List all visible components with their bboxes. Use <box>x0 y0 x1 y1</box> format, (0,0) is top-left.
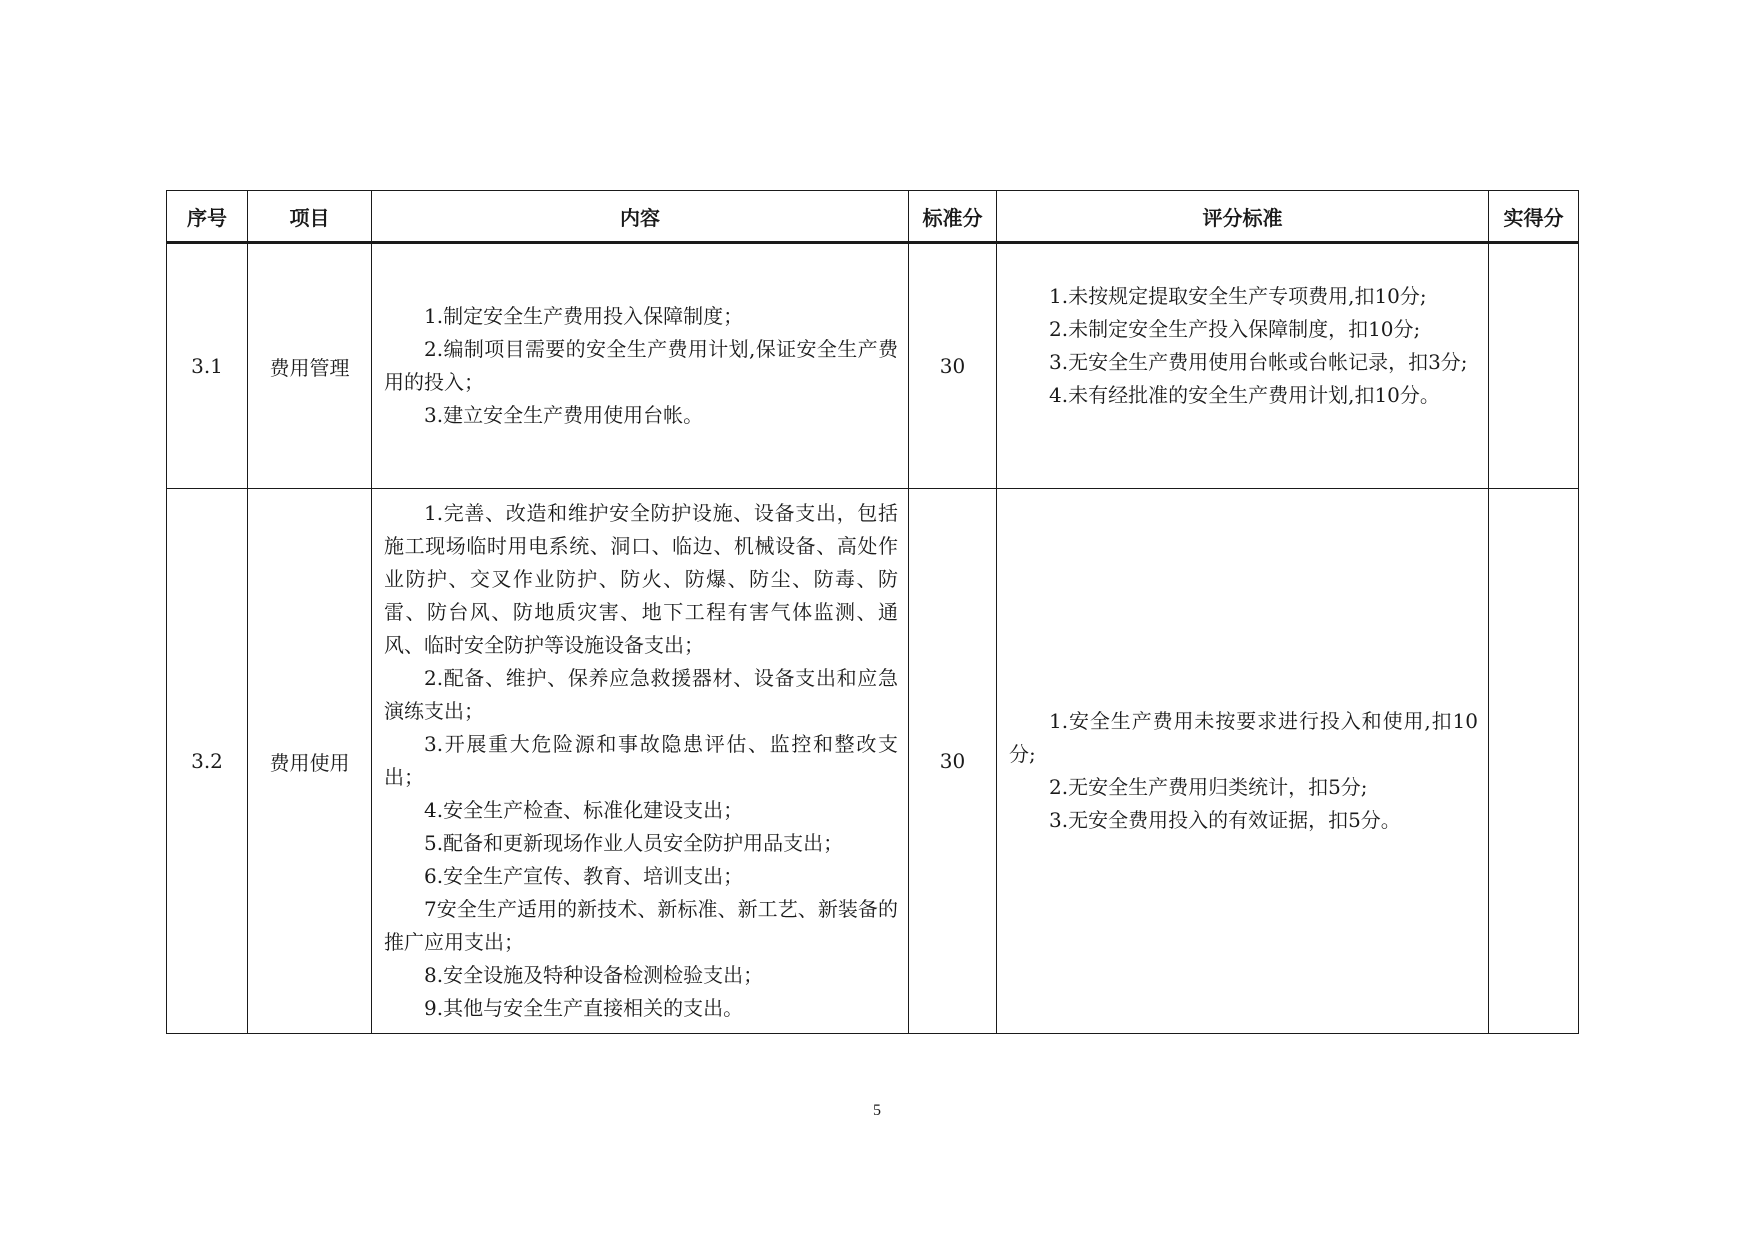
table-row <box>167 489 1579 1034</box>
content-line: 6.安全生产宣传、教育、培训支出； <box>424 864 744 888</box>
content-line: 1.制定安全生产费用投入保障制度； <box>424 304 744 328</box>
row-score: 30 <box>909 243 997 489</box>
header-standard-score: 标准分 <box>909 191 997 243</box>
row-actual-score[interactable] <box>1489 243 1579 489</box>
row-criteria <box>997 489 1489 1034</box>
row-content <box>372 489 909 1034</box>
criteria-line: 1.未按规定提取安全生产专项费用,扣10分; <box>1049 284 1427 308</box>
content-line: 4.安全生产检查、标准化建设支出； <box>424 798 744 822</box>
table-header-row <box>167 191 1579 243</box>
content-line: 3.建立安全生产费用使用台帐。 <box>424 403 704 427</box>
header-content: 内容 <box>372 191 909 243</box>
row-score: 30 <box>909 489 997 1034</box>
row-item: 费用管理 <box>248 243 372 489</box>
criteria-line: 1.安全生产费用未按要求进行投入和使用,扣10分; <box>1009 709 1478 766</box>
header-criteria: 评分标准 <box>997 191 1489 243</box>
content-line: 2.配备、维护、保养应急救援器材、设备支出和应急演练支出； <box>384 666 898 723</box>
content-line: 5.配备和更新现场作业人员安全防护用品支出； <box>424 831 844 855</box>
scoring-table-container <box>166 190 1578 1034</box>
header-no: 序号 <box>167 191 248 243</box>
criteria-line: 4.未有经批准的安全生产费用计划,扣10分。 <box>1049 383 1440 407</box>
row-actual-score[interactable] <box>1489 489 1579 1034</box>
header-item: 项目 <box>248 191 372 243</box>
row-no: 3.2 <box>167 489 248 1034</box>
row-criteria <box>997 243 1489 489</box>
content-line: 2.编制项目需要的安全生产费用计划,保证安全生产费用的投入； <box>384 337 898 394</box>
content-line: 8.安全设施及特种设备检测检验支出； <box>424 963 764 987</box>
criteria-line: 2.未制定安全生产投入保障制度，扣10分; <box>1049 317 1421 341</box>
scoring-table <box>166 190 1579 1034</box>
page-number: 5 <box>873 1102 881 1119</box>
row-content <box>372 243 909 489</box>
content-line: 9.其他与安全生产直接相关的支出。 <box>424 996 744 1020</box>
criteria-line: 2.无安全生产费用归类统计，扣5分; <box>1049 775 1368 799</box>
row-no: 3.1 <box>167 243 248 489</box>
content-line: 3.开展重大危险源和事故隐患评估、监控和整改支出； <box>384 732 898 789</box>
row-item: 费用使用 <box>248 489 372 1034</box>
header-actual-score: 实得分 <box>1489 191 1579 243</box>
table-row <box>167 243 1579 489</box>
criteria-line: 3.无安全费用投入的有效证据，扣5分。 <box>1049 808 1401 832</box>
criteria-line: 3.无安全生产费用使用台帐或台帐记录，扣3分; <box>1049 350 1468 374</box>
content-line: 1.完善、改造和维护安全防护设施、设备支出，包括施工现场临时用电系统、洞口、临边、机械设备、高处作业防护、交叉作业防护、防火、防爆、防尘、防毒、防雷、防台风、防地质灾害、地下工程有害气体监测、通风、临时安全防护等设施设备支出； <box>384 501 898 657</box>
content-line: 7安全生产适用的新技术、新标准、新工艺、新装备的推广应用支出； <box>384 897 898 954</box>
